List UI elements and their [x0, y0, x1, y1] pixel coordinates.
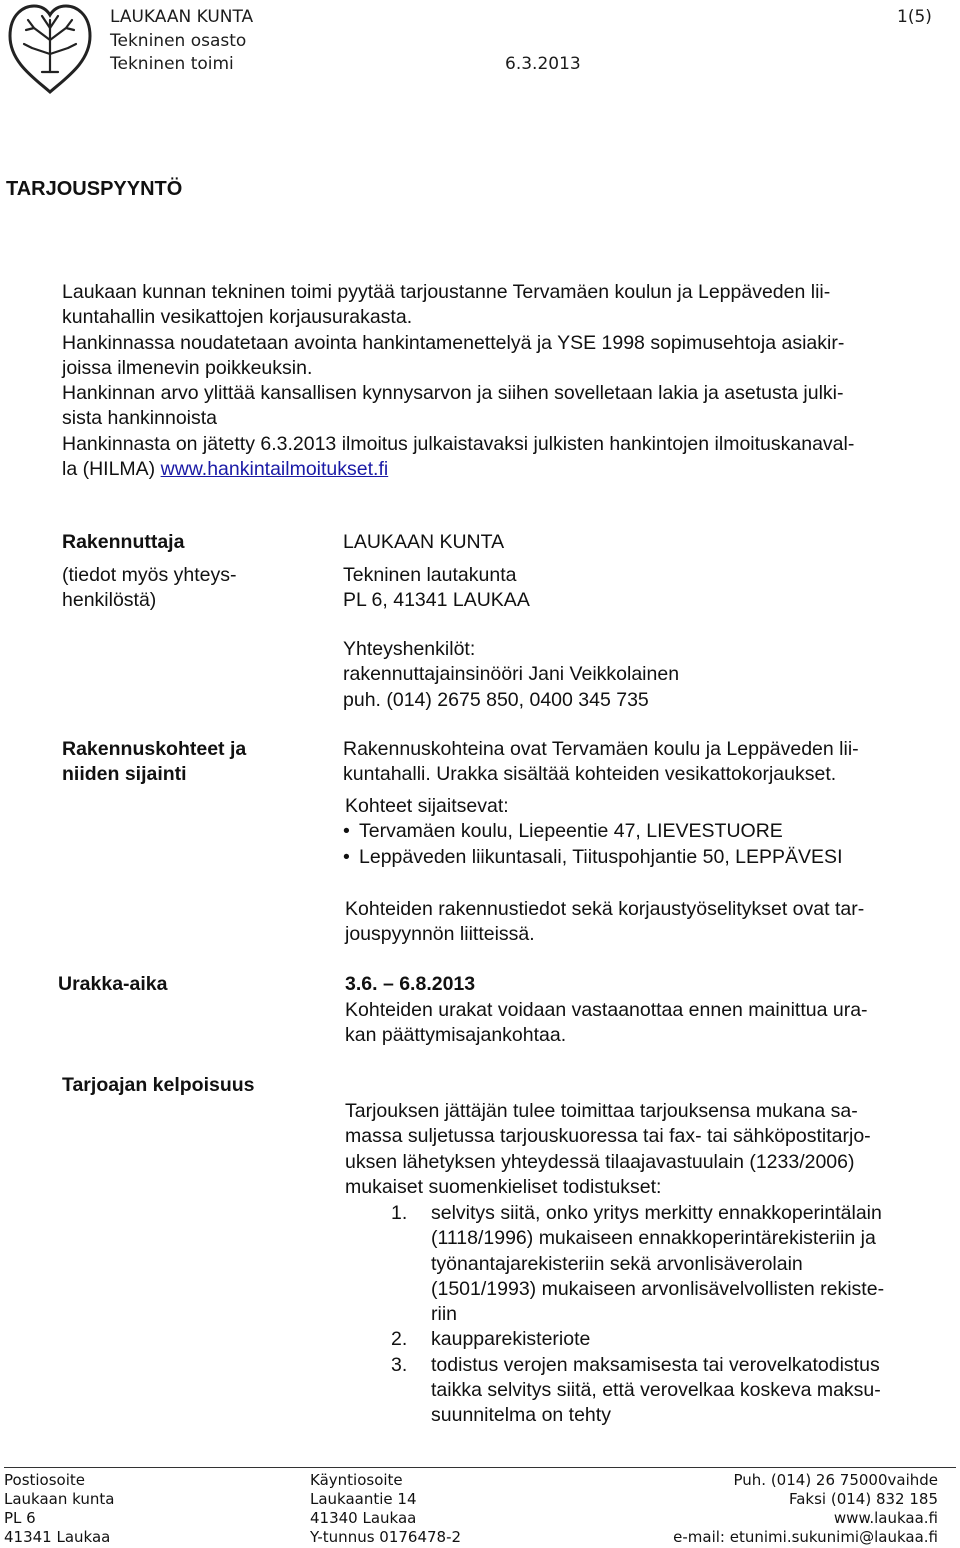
docs-line: Kohteiden rakennustiedot sekä korjaustyöselitykset ovat tar- — [345, 898, 865, 920]
list-item-line: työnantajarekisteriin sekä arvonlisäverolain — [431, 1252, 803, 1275]
list-item — [391, 1327, 951, 1352]
header-date: 6.3.2013 — [505, 54, 581, 74]
duration-line: Kohteiden urakat voidaan vastaanottaa ennen mainittua ura- — [345, 999, 868, 1021]
intro-line-prefix: la (HILMA) — [62, 458, 161, 481]
builder-address: PL 6, 41341 LAUKAA — [343, 589, 530, 611]
header-office: Tekninen toimi — [110, 54, 234, 74]
page-title: TARJOUSPYYNTÖ — [6, 178, 183, 200]
footer-line: 41340 Laukaa — [310, 1509, 417, 1527]
duration-label: Urakka-aika — [58, 973, 168, 995]
list-number: 2. — [391, 1328, 408, 1351]
footer-line: 41341 Laukaa — [4, 1528, 111, 1546]
bullet-icon: • — [343, 820, 350, 842]
docs-line: jouspyynnön liitteissä. — [345, 923, 535, 945]
builder-unit: Tekninen lautakunta — [343, 564, 517, 586]
municipality-logo — [4, 0, 96, 96]
footer-col-postal — [4, 1471, 114, 1547]
intro-line — [62, 457, 942, 482]
contact-phone: puh. (014) 2675 850, 0400 345 735 — [343, 689, 649, 711]
footer-line: Käyntiosoite — [310, 1471, 403, 1489]
sites-label-2: niiden sijainti — [62, 763, 187, 785]
intro-line: Laukaan kunnan tekninen toimi pyytää tarjoustanne Tervamäen koulun ja Leppäveden lii- — [62, 281, 831, 303]
contacts-label: Yhteyshenkilöt: — [343, 638, 476, 660]
builder-sub-1: (tiedot myös yhteys- — [62, 564, 237, 586]
sites-line: Rakennuskohteina ovat Tervamäen koulu ja Leppäveden lii- — [343, 738, 859, 760]
footer-col-contact — [673, 1471, 938, 1547]
list-number: 3. — [391, 1353, 408, 1376]
footer-fax: Faksi (014) 832 185 — [788, 1490, 938, 1508]
contact-name: rakennuttajainsinööri Jani Veikkolainen — [343, 663, 680, 685]
footer-col-visit — [310, 1471, 461, 1547]
hilma-link[interactable]: www.hankintailmoitukset.fi — [160, 458, 389, 481]
list-item-line: selvitys siitä, onko yritys merkitty ennakkoperintälain — [431, 1202, 882, 1224]
list-item-line: (1501/1993) mukaiseen arvonlisävelvollisten rekiste- — [431, 1277, 885, 1300]
intro-paragraph — [62, 280, 942, 482]
list-item-line: todistus verojen maksamisesta tai verovelkatodistus — [431, 1353, 880, 1376]
header-org: LAUKAAN KUNTA — [110, 7, 254, 27]
list-item-line: (1118/1996) mukaiseen ennakkoperintärekisteriin ja — [431, 1227, 876, 1250]
list-item — [391, 1353, 951, 1429]
list-item-line: suunnitelma on tehty — [431, 1404, 611, 1427]
footer-line: Y-tunnus 0176478-2 — [310, 1528, 462, 1546]
bullet-icon: • — [343, 846, 350, 868]
certificate-list — [391, 1201, 951, 1429]
sites-line: kuntahalli. Urakka sisältää kohteiden vesikattokorjaukset. — [343, 763, 837, 785]
intro-line: Hankinnassa noudatetaan avointa hankintamenettelyä ja YSE 1998 sopimusehtoja asiakir- — [62, 331, 845, 354]
duration-value: 3.6. – 6.8.2013 — [345, 973, 476, 995]
locations-label: Kohteet sijaitsevat: — [345, 795, 509, 817]
builder-label: Rakennuttaja — [62, 531, 185, 553]
builder-sub-2: henkilöstä) — [62, 589, 157, 611]
eligibility-line: Tarjouksen jättäjän tulee toimittaa tarjouksensa mukana sa- — [345, 1100, 858, 1122]
list-item — [391, 1201, 951, 1327]
location-item — [343, 845, 842, 870]
builder-org: LAUKAAN KUNTA — [343, 531, 505, 553]
eligibility-intro — [345, 1099, 945, 1200]
intro-line: sista hankinnoista — [62, 407, 218, 430]
header-dept: Tekninen osasto — [110, 31, 247, 51]
list-item-line: taikka selvitys siitä, että verovelkaa koskeva maksu- — [431, 1379, 881, 1402]
footer-phone: Puh. (014) 26 75000vaihde — [733, 1471, 938, 1489]
list-item-line: kaupparekisteriote — [431, 1328, 591, 1351]
location-item — [343, 819, 783, 844]
footer-divider — [4, 1467, 956, 1468]
eligibility-line: uksen lähetyksen yhteydessä tilaajavastuulain (1233/2006) — [345, 1150, 855, 1173]
footer-line: Postiosoite — [4, 1471, 85, 1489]
location-text: Tervamäen koulu, Liepeentie 47, LIEVESTUORE — [359, 820, 783, 842]
sites-label-1: Rakennuskohteet ja — [62, 738, 247, 760]
intro-line: kuntahallin vesikattojen korjausurakasta. — [62, 306, 413, 329]
footer-line: Laukaan kunta — [4, 1490, 115, 1508]
eligibility-line: mukaiset suomenkieliset todistukset: — [345, 1175, 662, 1198]
location-text: Leppäveden liikuntasali, Tiituspohjantie 50, LEPPÄVESI — [359, 846, 843, 868]
footer-website-link[interactable]: www.laukaa.fi — [833, 1509, 938, 1527]
eligibility-label: Tarjoajan kelpoisuus — [62, 1074, 255, 1096]
footer-email-link[interactable]: e-mail: etunimi.sukunimi@laukaa.fi — [673, 1528, 938, 1546]
page-number: 1(5) — [897, 7, 932, 27]
list-item-line: riin — [431, 1303, 458, 1326]
intro-line: Hankinnasta on jätetty 6.3.2013 ilmoitus julkaistavaksi julkisten hankintojen ilmoituskanaval- — [62, 432, 855, 455]
list-number: 1. — [391, 1202, 408, 1224]
intro-line: Hankinnan arvo ylittää kansallisen kynnysarvon ja siihen sovelletaan lakia ja asetusta julki- — [62, 382, 844, 405]
footer-line: PL 6 — [4, 1509, 36, 1527]
footer-line: Laukaantie 14 — [310, 1490, 417, 1508]
duration-line: kan päättymisajankohtaa. — [345, 1024, 567, 1046]
intro-line: joissa ilmenevin poikkeuksin. — [62, 356, 313, 379]
eligibility-line: massa suljetussa tarjouskuoressa tai fax- tai sähköpostitarjo- — [345, 1125, 871, 1148]
